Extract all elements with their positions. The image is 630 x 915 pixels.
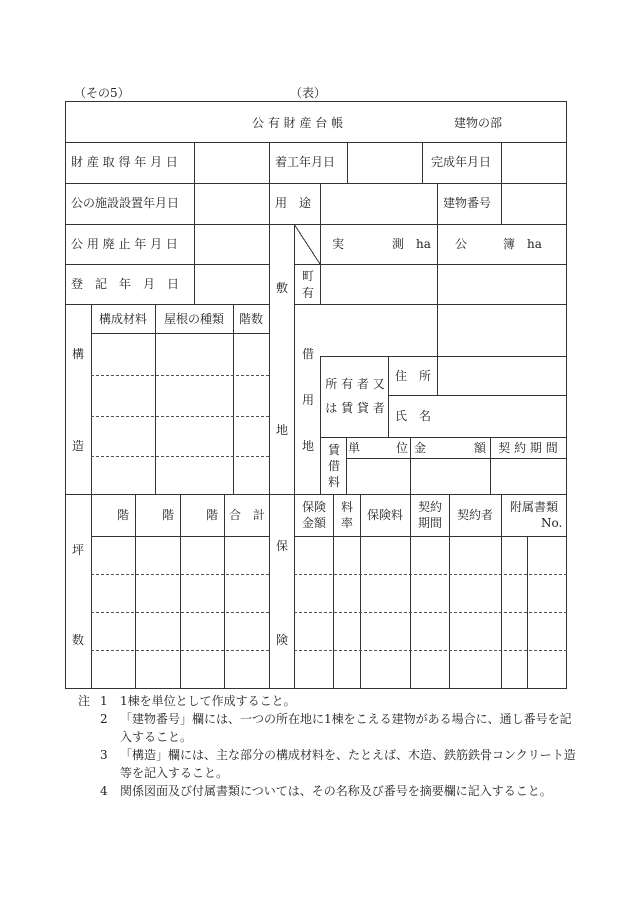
rent-label-2: 借: [327, 459, 341, 473]
abolish-date-label: 公 用 廃 止 年 月 日: [71, 237, 178, 251]
floor-header-3: 階: [205, 508, 218, 522]
note-item: [78, 782, 578, 800]
usage-label: 用 途: [275, 196, 312, 210]
notes-label: 注: [78, 694, 91, 708]
registered-area-label: 公 簿 ha: [455, 237, 542, 251]
floors-header: 階数: [238, 312, 264, 326]
measured-area-label: 実 測 ha: [332, 237, 431, 251]
note-text: 1棟を単位として作成すること。: [120, 694, 296, 708]
material-header: 構成材料: [98, 312, 148, 326]
floor-header-1: 階: [116, 508, 129, 522]
note-number: 1: [100, 694, 108, 708]
rent-label-3: 料: [327, 475, 341, 489]
insurance-label-ho: 保: [275, 539, 289, 553]
facility-install-date-label: 公の施設設置年月日: [71, 196, 180, 210]
registration-date-label: 登 記 年 月 日: [71, 277, 180, 291]
notes-section: [78, 692, 578, 800]
town-owned-label-2: 有: [301, 286, 315, 300]
building-part-label: 建物の部: [454, 116, 503, 130]
structure-label-kou: 構: [71, 347, 85, 361]
note-number: 4: [100, 784, 108, 798]
leased-label-3: 地: [301, 439, 315, 453]
rate-header-1: 料: [340, 500, 354, 514]
attachment-header-1: 附属書類: [509, 500, 559, 514]
note-item-continuation: [78, 728, 578, 746]
structure-label-zou: 造: [71, 439, 85, 453]
building-number-label: 建物番号: [443, 196, 492, 210]
address-label: 住 所: [394, 369, 432, 383]
insurance-label-ken: 険: [275, 633, 289, 647]
note-text: 等を記入すること。: [120, 766, 229, 780]
attachment-header-2: No.: [541, 516, 563, 530]
note-item: [78, 710, 578, 728]
land-label-shiki: 敷: [275, 281, 289, 295]
contractor-header: 契約者: [456, 508, 494, 522]
leased-label-2: 用: [301, 393, 315, 407]
note-text: 入すること。: [120, 730, 193, 744]
insured-amount-header-2: 金額: [301, 516, 327, 530]
note-text: 「建物番号」欄には、一つの所在地に1棟をこえる建物がある場合に、通し番号を記: [120, 712, 572, 726]
period-header-2: 期間: [417, 516, 443, 530]
leased-label-1: 借: [301, 347, 315, 361]
floor-header-2: 階: [161, 508, 174, 522]
land-label-chi: 地: [275, 423, 289, 437]
ledger-title: 公 有 財 産 台 帳: [252, 116, 344, 130]
owner-label-1: 所 有 者 又: [325, 377, 385, 391]
note-text: 「構造」欄には、主な部分の構成材料を、たとえば、木造、鉄筋鉄骨コンクリート造: [120, 748, 576, 762]
name-label: 氏 名: [394, 409, 432, 423]
completion-date-label: 完成年月日: [431, 155, 492, 169]
page-number-label: （その5）: [74, 86, 130, 100]
note-item-continuation: [78, 764, 578, 782]
note-item: [78, 692, 578, 710]
acquisition-date-label: 財 産 取 得 年 月 日: [71, 155, 178, 169]
roof-type-header: 屋根の種類: [163, 312, 225, 326]
note-text: 関係図面及び付属書類については、その名称及び番号を摘要欄に記入すること。: [120, 784, 552, 798]
note-item: [78, 746, 578, 764]
front-side-label: （表）: [290, 86, 327, 100]
construction-start-label: 着工年月日: [275, 155, 336, 169]
unit-label: 単 位: [347, 441, 409, 455]
contract-period-label: 契 約 期 間: [498, 441, 558, 455]
area-label-suu: 数: [71, 633, 85, 647]
period-header-1: 契約: [417, 500, 443, 514]
amount-label: 金 額: [413, 441, 487, 455]
insured-amount-header-1: 保険: [301, 500, 327, 514]
total-header: 合 計: [228, 508, 266, 522]
rent-label-1: 賃: [327, 443, 341, 457]
premium-header: 保険料: [366, 508, 404, 522]
note-number: 2: [100, 712, 108, 726]
area-label-tsubo: 坪: [71, 543, 85, 557]
owner-label-2: は 賃 貸 者: [325, 401, 385, 415]
note-number: 3: [100, 748, 108, 762]
town-owned-label-1: 町: [301, 269, 315, 283]
rate-header-2: 率: [340, 516, 354, 530]
